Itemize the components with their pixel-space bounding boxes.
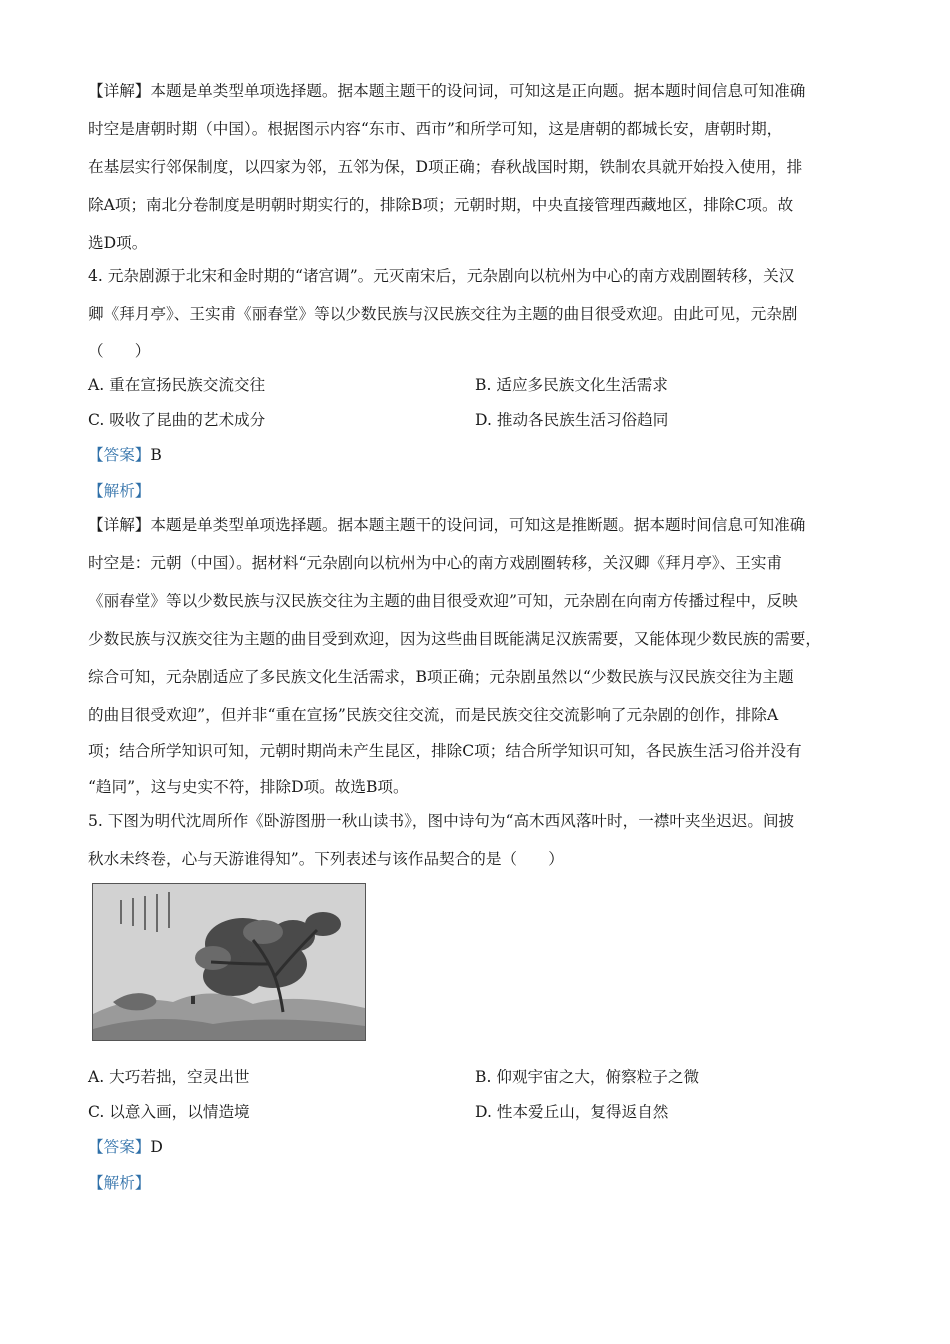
detail-line: 少数民族与汉族交往为主题的曲目受到欢迎，因为这些曲目既能满足汉族需要，又能体现少数民族的需要，: [88, 630, 821, 648]
detail-line: 综合可知，元杂剧适应了多民族文化生活需求，B项正确；元杂剧虽然以“少数民族与汉民族交往为主题: [88, 668, 794, 686]
answer-value: D: [150, 1138, 163, 1156]
option-a: A. 大巧若拙，空灵出世: [88, 1068, 250, 1086]
detail-line: 项；结合所学知识可知，元朝时期尚未产生昆区，排除C项；结合所学知识可知，各民族生活习俗并没有: [88, 742, 802, 760]
answer-value: B: [150, 446, 162, 464]
question-stem: 5. 下图为明代沈周所作《卧游图册一秋山读书》，图中诗句为“高木西风落叶时，一襟叶夹坐迟迟。间披: [88, 812, 795, 830]
answer-tag: 【答案】: [88, 1138, 151, 1156]
question-stem: 4. 元杂剧源于北宋和金时期的“诸宫调”。元灭南宋后，元杂剧向以杭州为中心的南方戏剧圈转移，关汉: [88, 267, 795, 285]
option-a: A. 重在宣扬民族交流交往: [88, 376, 266, 394]
option-c: C. 吸收了昆曲的艺术成分: [88, 411, 266, 429]
landscape-painting-illustration: [93, 884, 365, 1040]
detail-line: 在基层实行邻保制度，以四家为邻，五邻为保，D项正确；春秋战国时期，铁制农具就开始投入使用，排: [88, 158, 803, 176]
option-b: B. 适应多民族文化生活需求: [475, 376, 668, 394]
detail-line: 《丽春堂》等以少数民族与汉民族交往为主题的曲目很受欢迎”可知，元杂剧在向南方传播过程中，反映: [88, 592, 798, 610]
option-c: C. 以意入画，以情造境: [88, 1103, 250, 1121]
detail-line: 时空是唐朝时期（中国）。根据图示内容“东市、西市”和所学可知，这是唐朝的都城长安，唐朝时期，: [88, 120, 783, 138]
painting-image: [92, 883, 366, 1041]
answer-line: [88, 1137, 163, 1157]
detail-line: 选D项。: [88, 234, 148, 252]
option-b: B. 仰观宇宙之大，俯察粒子之微: [475, 1068, 700, 1086]
detail-line: 【详解】本题是单类型单项选择题。据本题主题干的设问词，可知这是推断题。据本题时间信息可知准确: [88, 516, 806, 534]
detail-line: 时空是：元朝（中国）。据材料“元杂剧向以杭州为中心的南方戏剧圈转移，关汉卿《拜月亭》、王实甫: [88, 554, 783, 572]
answer-tag: 【答案】: [88, 446, 151, 464]
detail-line: 的曲目很受欢迎”，但并非“重在宣扬”民族交往交流，而是民族交往交流影响了元杂剧的创作，排除A: [88, 706, 779, 724]
answer-line: [88, 445, 162, 465]
question-stem: 秋水未终卷，心与天游谁得知”。下列表述与该作品契合的是（ ）: [88, 850, 564, 868]
question-stem: 卿《拜月亭》、王实甫《丽春堂》等以少数民族与汉民族交往为主题的曲目很受欢迎。由此可见，元杂剧: [88, 305, 798, 323]
option-d: D. 推动各民族生活习俗趋同: [475, 411, 669, 429]
question-stem: （ ）: [88, 342, 151, 360]
analysis-tag: 【解析】: [88, 1174, 151, 1192]
detail-line: “趋同”，这与史实不符，排除D项。故选B项。: [88, 778, 409, 796]
option-d: D. 性本爱丘山，复得返自然: [475, 1103, 669, 1121]
detail-line: 【详解】本题是单类型单项选择题。据本题主题干的设问词，可知这是正向题。据本题时间信息可知准确: [88, 82, 806, 100]
detail-line: 除A项；南北分卷制度是明朝时期实行的，排除B项；元朝时期，中央直接管理西藏地区，排除C项。故: [88, 196, 794, 214]
analysis-tag: 【解析】: [88, 482, 151, 500]
